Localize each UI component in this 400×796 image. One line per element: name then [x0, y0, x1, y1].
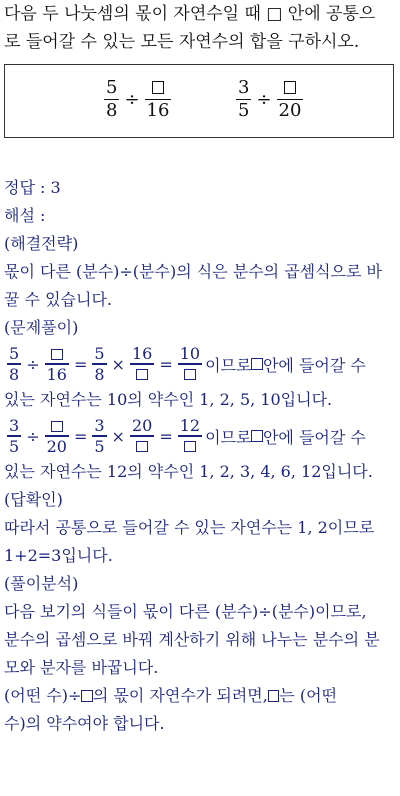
blank-box-icon [184, 441, 196, 453]
analysis-line-4: (어떤 수)÷ 의 몫이 자연수가 되려면, 는 (어떤 [4, 686, 337, 705]
blank-box-icon [251, 430, 263, 442]
blank-box-icon [251, 358, 263, 370]
strategy-header: (해결전략) [4, 234, 79, 253]
solution [4, 174, 398, 738]
blank-box-icon [152, 81, 165, 94]
blank-box-icon [51, 349, 63, 361]
fraction: $\frac{3}{5}$ [9, 416, 20, 456]
analysis-line-2: 분수의 곱셈으로 바꿔 계산하기 위해 나누는 분수의 분 [4, 630, 380, 649]
expression-1 [101, 77, 174, 122]
fraction: 12 [178, 416, 202, 455]
blank-box-icon [136, 369, 148, 381]
check-line-2: 1+2=3입니다. [4, 546, 113, 565]
blank-box-icon [284, 81, 297, 94]
check-line-1: 따라서 공통으로 들어갈 수 있는 자연수는 1, 2이므로 [4, 518, 375, 537]
equation-2: $\frac{3}{5}$ ÷ 20 = $\frac{3}{5}$ × 20 = 12 이므로 안에 들어갈 수 [9, 416, 366, 456]
strategy-line-1: 몫이 다른 (분수)÷(분수)의 식은 분수의 곱셈식으로 바 [4, 262, 383, 281]
solve-header: (문제풀이) [4, 318, 79, 337]
strategy-line-2: 꿀 수 있습니다. [4, 290, 112, 309]
fraction: $\frac{5}{8}$ [94, 344, 105, 384]
analysis-line-1: 다음 보기의 식들이 몫이 다른 (분수)÷(분수)이므로, [4, 602, 367, 621]
explanation-label: 해설 : [4, 206, 46, 225]
divide-sign: ÷ [256, 89, 272, 111]
question-line-2: 로 들어갈 수 있는 모든 자연수의 합을 구하시오. [4, 32, 360, 52]
expression-2 [233, 77, 306, 122]
analysis-header: (풀이분석) [4, 574, 79, 593]
fraction: 20 [277, 77, 304, 122]
analysis-line-3: 모와 분자를 바꿉니다. [4, 658, 159, 677]
equation-2-line-2: 있는 자연수는 12의 약수인 1, 2, 3, 4, 6, 12입니다. [4, 462, 373, 481]
blank-box-icon [51, 421, 63, 433]
fraction: 20 [45, 416, 69, 455]
fraction: 16 [45, 344, 69, 383]
blank-box-icon [184, 369, 196, 381]
blank-box-icon [268, 690, 280, 702]
equation-1-line-2: 있는 자연수는 10의 약수인 1, 2, 5, 10입니다. [4, 390, 333, 409]
answer-label: 정답 : 3 [4, 178, 61, 197]
fraction: 16 [145, 77, 172, 122]
fraction: $\frac{3}{5}$ [238, 77, 250, 122]
fraction: 20 [130, 416, 154, 455]
check-header: (답확인) [4, 490, 63, 509]
fraction: $\frac{5}{8}$ [9, 344, 20, 384]
problem-box [4, 64, 394, 138]
analysis-line-5: 수)의 약수여야 합니다. [4, 714, 165, 733]
divide-sign: ÷ [124, 89, 140, 111]
fraction: 10 [178, 344, 202, 383]
blank-box-icon [136, 441, 148, 453]
question-text [4, 0, 396, 56]
fraction: $\frac{3}{5}$ [94, 416, 105, 456]
fraction: $\frac{5}{8}$ [106, 77, 118, 122]
blank-box-icon [81, 690, 93, 702]
equation-1: $\frac{5}{8}$ ÷ 16 = $\frac{5}{8}$ × 16 = 10 이므로 안에 들어갈 수 [9, 344, 366, 384]
question-line-1: 다음 두 나눗셈의 몫이 자연수일 때 □ 안에 공통으 [4, 4, 376, 24]
fraction: 16 [130, 344, 154, 383]
